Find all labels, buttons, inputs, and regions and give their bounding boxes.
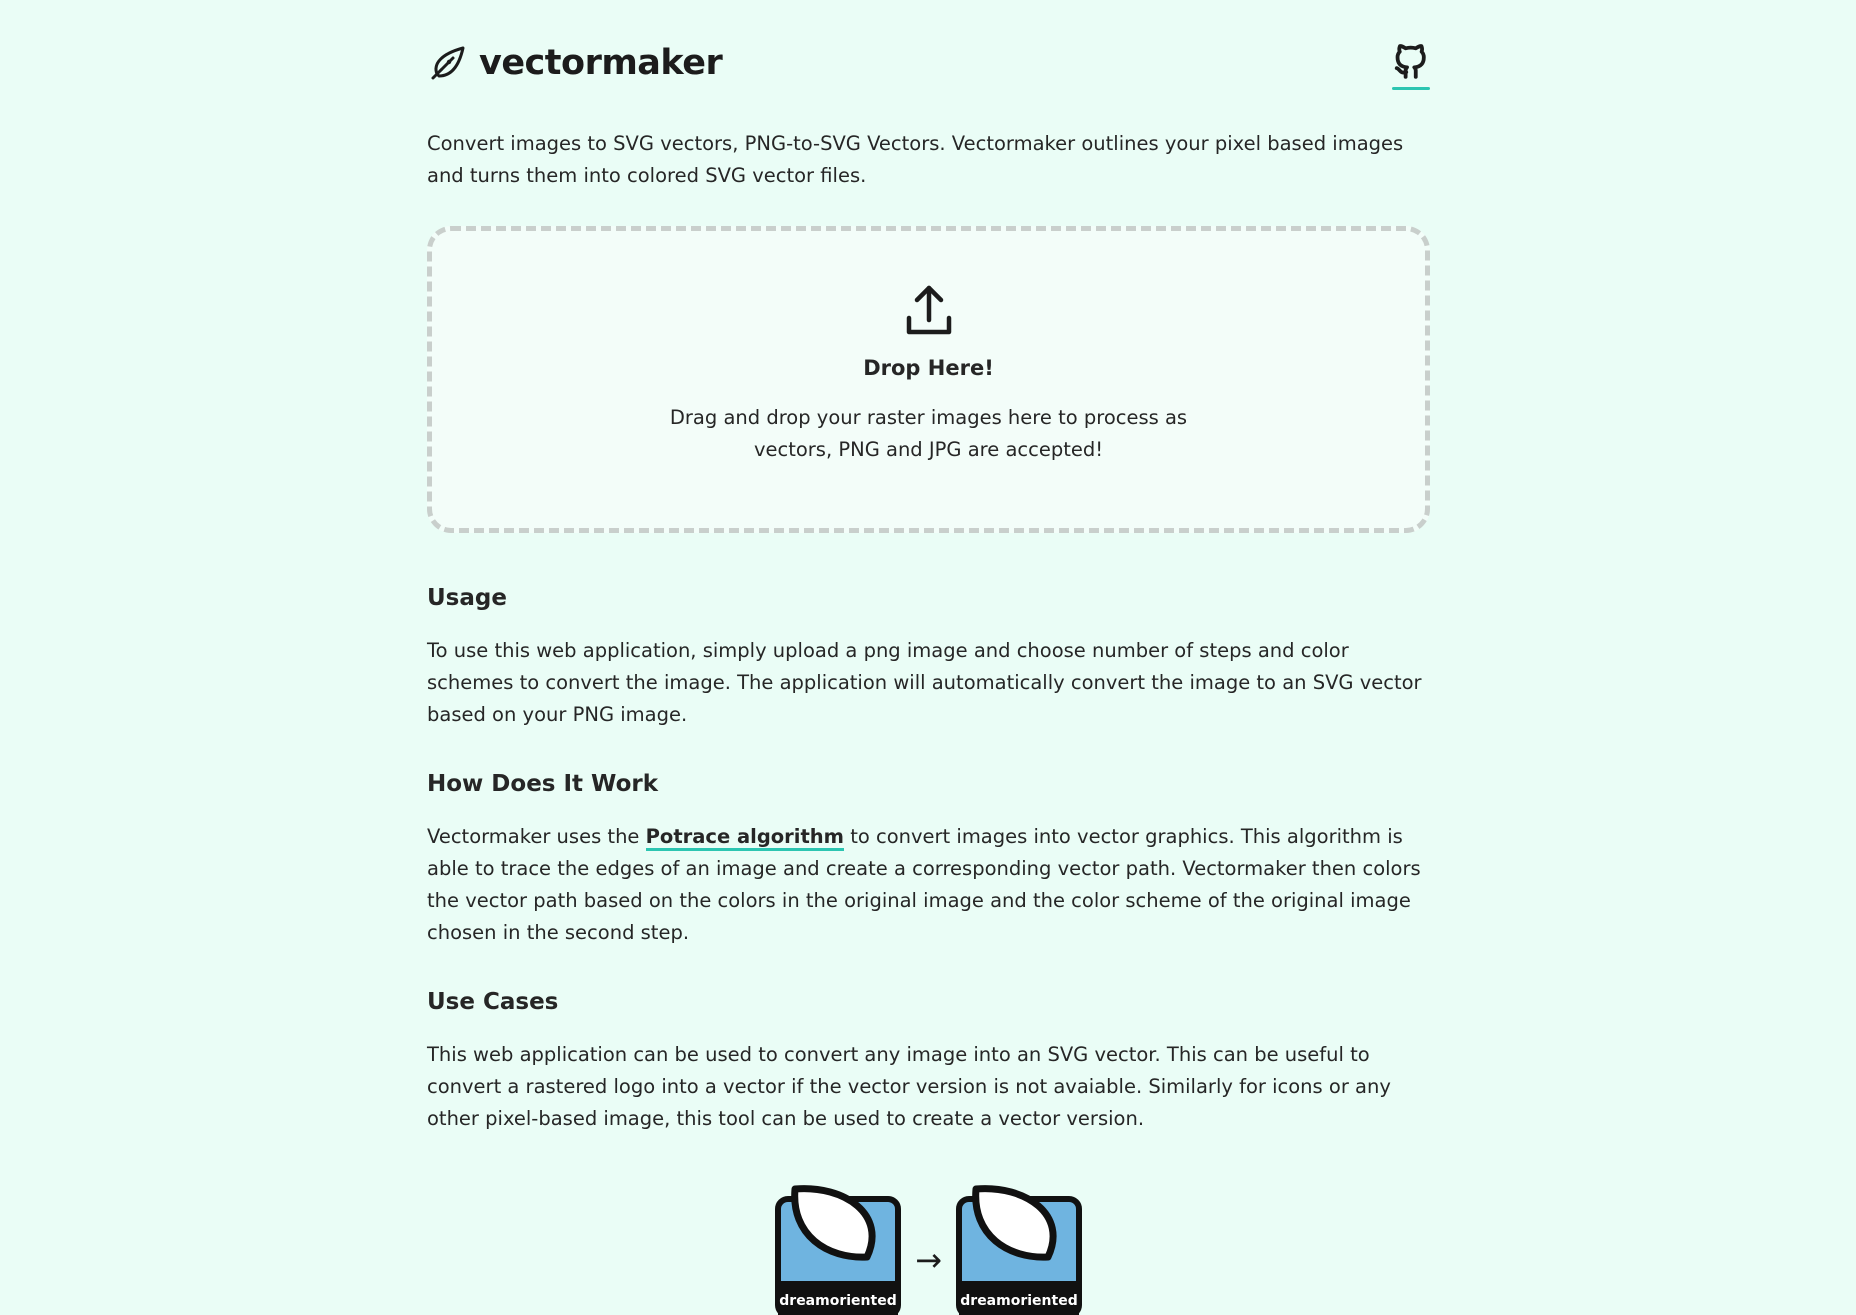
example-after-label: dreamoriented	[960, 1293, 1078, 1309]
image-dropzone[interactable]	[427, 226, 1430, 533]
example-before-image	[775, 1185, 901, 1315]
brand-name: vectormaker	[479, 43, 723, 83]
use-cases-heading: Use Cases	[427, 989, 559, 1015]
header	[427, 0, 1430, 128]
github-underline	[1392, 87, 1430, 90]
usage-text: To use this web application, simply upload a png image and choose number of steps and color schemes to convert the image. The application will automatically convert the image to an SVG vector based on your PNG image.	[427, 639, 1422, 726]
how-text-after: to convert images into vector graphics. This algorithm is able to trace the edges of an image and create a corresponding vector path. Vectormaker then colors the vector path based on the colors in the original image and the color scheme of the original image chosen in the second step.	[427, 825, 1421, 944]
github-icon	[1392, 42, 1430, 80]
github-link[interactable]	[1392, 42, 1430, 92]
home-logo-link[interactable]	[427, 42, 722, 84]
page-container	[427, 0, 1430, 1315]
feather-pen-icon	[427, 42, 469, 84]
example-after-image	[956, 1185, 1082, 1315]
how-heading: How Does It Work	[427, 771, 659, 797]
dropzone-title: Drop Here!	[863, 356, 994, 380]
use-cases-text: This web application can be used to convert any image into an SVG vector. This can be useful to convert a rastered logo into a vector if the vector version is not avaiable. Similarly for icons or any other pixel-based image, this tool can be used to create a vector version.	[427, 1043, 1391, 1130]
upload-icon	[905, 284, 953, 336]
how-text-before: Vectormaker uses the	[427, 825, 646, 848]
usage-heading: Usage	[427, 585, 507, 611]
potrace-algorithm-link[interactable]: Potrace algorithm	[646, 825, 844, 851]
example-before-label: dreamoriented	[779, 1293, 897, 1309]
example-conversion	[427, 1185, 1430, 1315]
intro-text: Convert images to SVG vectors, PNG-to-SVG Vectors. Vectormaker outlines your pixel based images and turns them into colored SVG vector files.	[427, 132, 1404, 187]
dropzone-description: Drag and drop your raster images here to process as vectors, PNG and JPG are accepted!	[669, 406, 1188, 461]
example-arrow: →	[915, 1241, 942, 1279]
how-text	[427, 821, 1430, 949]
